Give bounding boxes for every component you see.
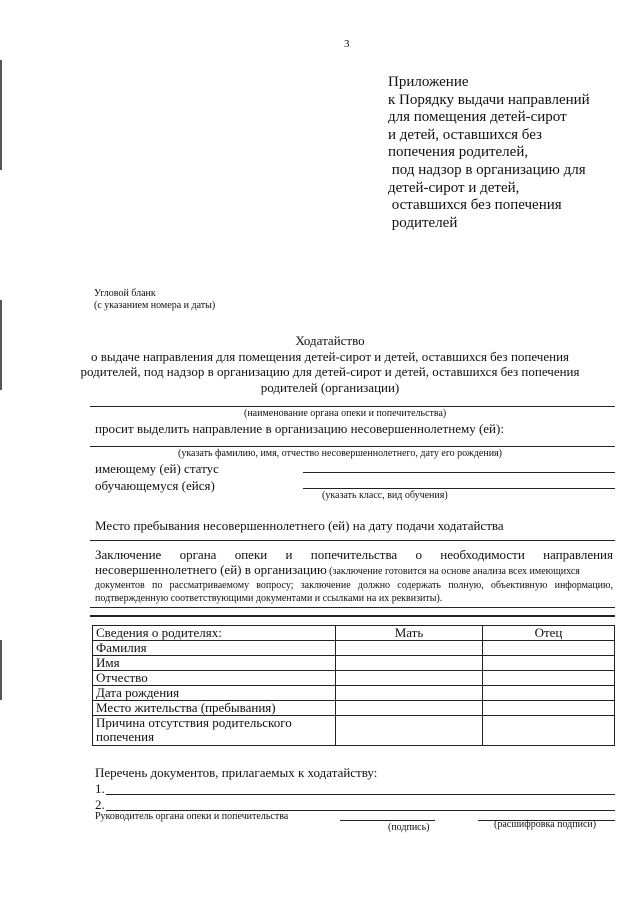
scan-edge-mark — [0, 60, 2, 170]
status-label: имеющему (ей) статус — [95, 461, 219, 476]
mother-cell[interactable] — [336, 671, 483, 686]
signature-hint: (подпись) — [388, 822, 430, 833]
table-row — [93, 716, 615, 746]
class-line[interactable] — [303, 488, 615, 489]
corner-stamp-label: Угловой бланк — [94, 288, 156, 299]
row-label: Причина отсутствия родительского попечения — [93, 716, 336, 746]
document-line[interactable] — [106, 794, 615, 795]
document-item: 1. — [95, 781, 105, 796]
table-header-row — [93, 626, 615, 641]
father-cell[interactable] — [483, 701, 615, 716]
appendix-line: для помещения детей-сирот — [388, 109, 567, 126]
class-hint: (указать класс, вид обучения) — [322, 490, 448, 501]
title-line: родителей, под надзор в организацию для детей-сирот и детей, оставшихся без попечения — [80, 364, 580, 379]
conclusion-line: Заключение органа опеки и попечительства о необходимости направления — [95, 547, 613, 562]
appendix-line: и детей, оставшихся без — [388, 126, 542, 143]
decode-hint: (расшифровка подписи) — [494, 819, 597, 830]
status-line[interactable] — [303, 472, 615, 473]
row-label: Отчество — [93, 671, 336, 686]
header-label: Сведения о родителях: — [93, 626, 336, 641]
appendix-line: под надзор в организацию для — [388, 161, 586, 178]
mother-cell[interactable] — [336, 656, 483, 671]
mother-cell[interactable] — [336, 641, 483, 656]
father-cell[interactable] — [483, 641, 615, 656]
header-father: Отец — [483, 626, 615, 641]
document-item: 2. — [95, 797, 105, 812]
appendix-line: к Порядку выдачи направлений — [388, 91, 590, 108]
row-label: Место жительства (пребывания) — [93, 701, 336, 716]
request-text: просит выделить направление в организацию несовершеннолетнему (ей): — [95, 421, 504, 436]
table-row — [93, 671, 615, 686]
signature-line[interactable] — [340, 820, 435, 821]
table-row — [93, 641, 615, 656]
header-mother: Мать — [336, 626, 483, 641]
conclusion-note: (заключение готовится на основе анализа всех имеющихся — [326, 566, 580, 577]
parents-table — [92, 625, 615, 746]
appendix-line: родителей — [388, 214, 458, 231]
child-info-line[interactable] — [90, 446, 615, 447]
title-line: о выдаче направления для помещения детей-сирот и детей, оставшихся без попечения — [90, 348, 570, 364]
org-name-line[interactable] — [90, 406, 615, 407]
row-label: Фамилия — [93, 641, 336, 656]
conclusion-paragraph — [95, 547, 613, 605]
appendix-line: Приложение — [388, 74, 469, 90]
scan-edge-mark — [0, 640, 2, 700]
residence-line[interactable] — [90, 540, 615, 541]
appendix-block — [388, 74, 590, 232]
appendix-line: детей-сирот и детей, — [388, 179, 520, 196]
appendix-line: оставшихся без попечения — [388, 197, 562, 214]
org-name-hint: (наименование органа опеки и попечительства) — [244, 408, 447, 419]
residence-label: Место пребывания несовершеннолетнего (ей) на дату подачи ходатайства — [95, 518, 504, 533]
page-number: 3 — [344, 38, 350, 50]
table-row — [93, 686, 615, 701]
document-title — [80, 333, 580, 395]
father-cell[interactable] — [483, 686, 615, 701]
conclusion-line-1[interactable] — [90, 607, 615, 608]
father-cell[interactable] — [483, 716, 615, 746]
row-label: Имя — [93, 656, 336, 671]
documents-title: Перечень документов, прилагаемых к ходатайству: — [95, 765, 378, 780]
corner-stamp-hint: (с указанием номера и даты) — [94, 300, 216, 311]
father-cell[interactable] — [483, 671, 615, 686]
table-row — [93, 701, 615, 716]
child-info-hint: (указать фамилию, имя, отчество несовершеннолетнего, дату его рождения) — [178, 448, 502, 459]
table-row — [93, 656, 615, 671]
conclusion-note-rest: документов по рассматриваемому вопросу; заключение должно содержать полную, объективную информацию, подтвержденную соответствующими документами и ссылками на их реквизиты). — [95, 580, 613, 604]
title-heading: Ходатайство — [295, 333, 365, 348]
conclusion-line: несовершеннолетнего (ей) в организацию — [95, 562, 327, 577]
scan-edge-mark — [0, 300, 2, 390]
conclusion-line-2[interactable] — [90, 615, 615, 617]
mother-cell[interactable] — [336, 701, 483, 716]
mother-cell[interactable] — [336, 716, 483, 746]
father-cell[interactable] — [483, 656, 615, 671]
row-label: Дата рождения — [93, 686, 336, 701]
title-line: родителей (организации) — [260, 379, 400, 395]
appendix-line: попечения родителей, — [388, 144, 529, 161]
head-label: Руководитель органа опеки и попечительства — [95, 811, 289, 822]
mother-cell[interactable] — [336, 686, 483, 701]
student-label: обучающемуся (ейся) — [95, 478, 215, 493]
